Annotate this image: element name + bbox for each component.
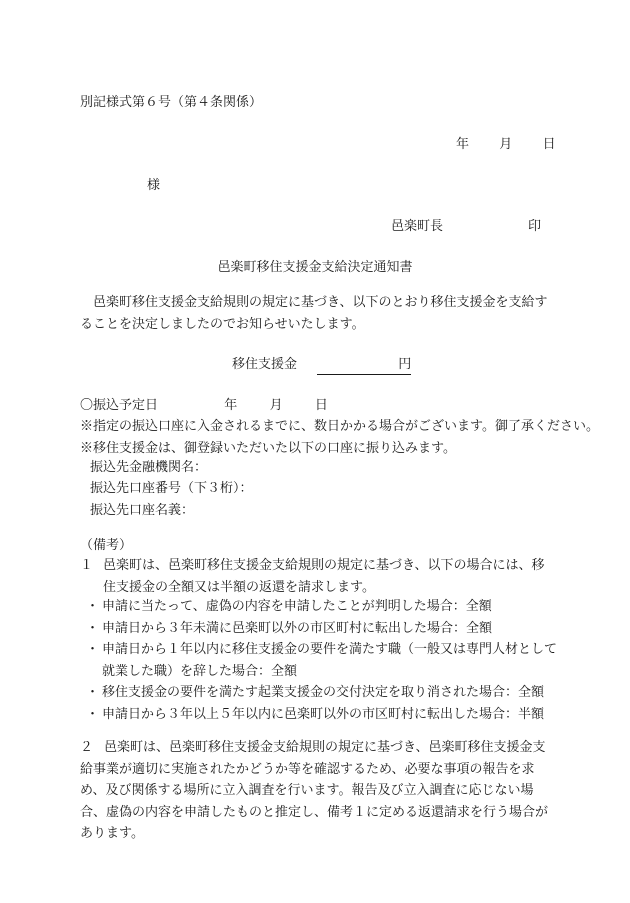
remark-2-number: ２: [80, 740, 94, 755]
transfer-year: 年: [224, 398, 238, 413]
remark-1-text: 邑楽町は、邑楽町移住支援金支給規則の規定に基づき、以下の場合には、移住支援金の全額又は半額の返還を請求します。: [103, 558, 545, 595]
transfer-day: 日: [314, 398, 328, 413]
document-title: 邑楽町移住支援金支給決定通知書: [217, 260, 413, 275]
transfer-note-1: ※指定の振込口座に入金されるまでに、数日かかる場合がございます。御了承ください。: [80, 419, 599, 434]
intro-paragraph: 邑楽町移住支援金支給規則の規定に基づき、以下のとおり移住支援金を支給することを決定しましたのでお知らせいたします。: [80, 295, 548, 332]
amount-line: [232, 356, 411, 375]
amount-label: 移住支援金: [232, 357, 298, 372]
bank-field-name: 振込先金融機関名：: [90, 460, 208, 475]
remark-2-text: 邑楽町は、邑楽町移住支援金支給規則の規定に基づき、邑楽町移住支援金支給事業が適切に実施されたかどうか等を確認するため、必要な事項の報告を求め、及び関係する場所に立入調査を行います。報告及び立入調査に応じない場合、虚偽の内容を申請したものと推定し、備考１に定める返還請求を行う場合があります。: [80, 740, 549, 841]
date-month: 月: [499, 137, 513, 152]
form-label: 別記様式第６号（第４条関係）: [80, 95, 263, 110]
transfer-date-label: 〇振込予定日: [80, 398, 159, 413]
seal-mark: 印: [528, 219, 542, 234]
amount-unit: 円: [398, 357, 412, 372]
transfer-month: 月: [269, 398, 283, 413]
transfer-date-row: [80, 397, 328, 415]
date-day: 日: [542, 137, 556, 152]
transfer-note-2: ※移住支援金は、御登録いただいた以下の口座に振り込みます。: [80, 441, 456, 456]
bank-field-holder: 振込先口座名義：: [90, 503, 195, 518]
remarks-heading: （備考）: [80, 538, 133, 553]
amount-field: [317, 356, 411, 375]
date-year: 年: [456, 137, 470, 152]
remark-1-bullet-list: [90, 596, 560, 725]
remark-1-number: １: [80, 558, 94, 573]
issuer-name: 邑楽町長: [391, 219, 444, 234]
list-item: ・ 申請日から３年未満に邑楽町以外の市区町村に転出した場合：全額: [90, 618, 560, 640]
addressee-suffix: 様: [147, 178, 161, 193]
list-item: ・ 申請日から１年以内に移住支援金の要件を満たす職（一般又は専門人材として就業した職）を辞した場合：全額: [90, 639, 560, 682]
list-item: ・ 申請に当たって、虚偽の内容を申請したことが判明した場合：全額: [90, 596, 560, 618]
bank-field-account: 振込先口座番号（下３桁）：: [90, 481, 253, 496]
list-item: ・ 移住支援金の要件を満たす起業支援金の交付決定を取り消された場合：全額: [90, 682, 560, 704]
date-line: [456, 136, 556, 154]
list-item: ・ 申請日から３年以上５年以内に邑楽町以外の市区町村に転出した場合：半額: [90, 704, 560, 726]
